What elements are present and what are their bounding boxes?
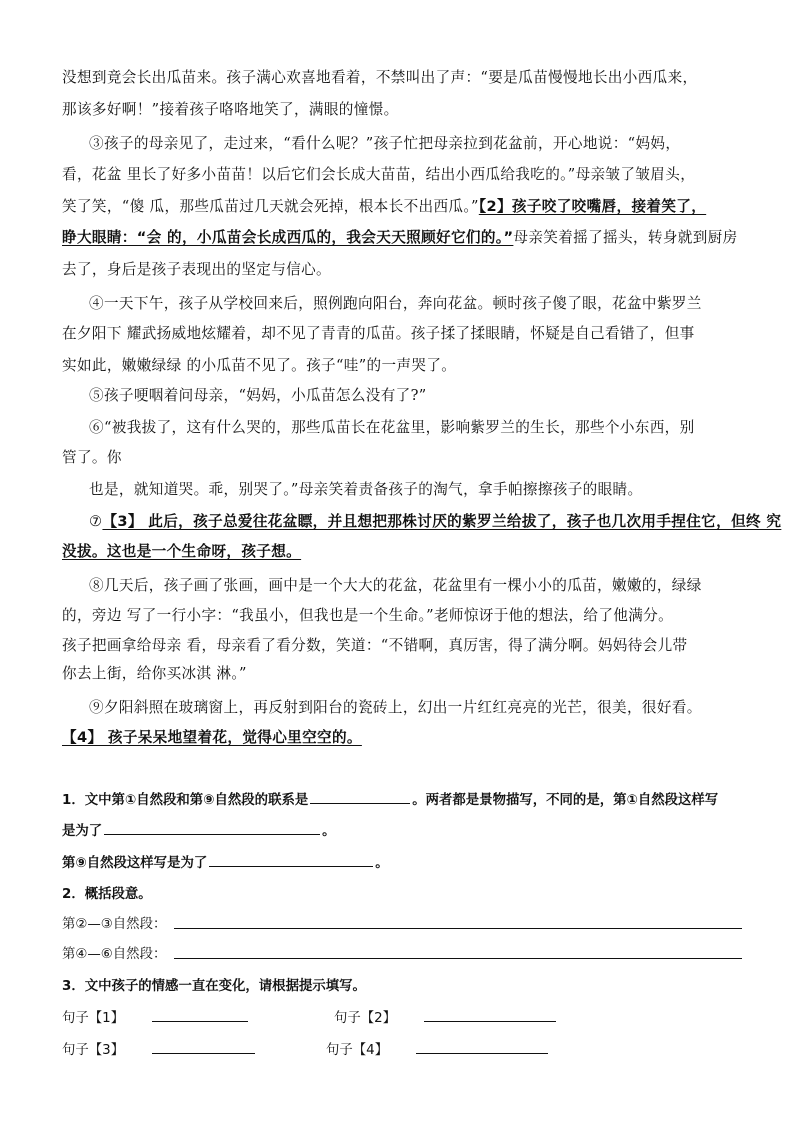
question-1-text-3: 是为了 — [62, 824, 103, 839]
passage-line: 管了。你 — [62, 449, 122, 466]
passage-line: 的，旁边 写了一行小字：“我虽小，但我也是一个生命。”老师惊讶于他的想法，给了他满分。 — [62, 607, 674, 624]
sentence-3-text: 没拔。这也是一个生命呀，孩子想。 — [62, 543, 302, 560]
passage-line: 没想到竟会长出瓜苗来。孩子满心欢喜地看着，不禁叫出了声：“要是瓜苗慢慢地长出小西瓜来， — [62, 69, 698, 86]
paragraph-9-line: ⑨夕阳斜照在玻璃窗上，再反射到阳台的瓷砖上，幻出一片红红亮亮的光芒，很美，很好看。 — [89, 699, 702, 716]
passage-line: 孩子把画拿给母亲 看，母亲看了看分数，笑道：“不错啊，真厉害，得了满分啊。妈妈待会儿带 — [62, 637, 688, 654]
answer-line-summary-2[interactable] — [174, 958, 742, 959]
sentence-4-text: 【4】 孩子呆呆地望着花，觉得心里空空的。 — [62, 729, 362, 746]
answer-line-sentence-1[interactable] — [152, 1021, 248, 1022]
paragraph-number: ⑦ — [89, 513, 103, 530]
question-1-text-2: 。两者都是景物描写，不同的是，第①自然段这样写 — [412, 793, 719, 808]
question-1-period-2: 。 — [375, 856, 389, 871]
question-1-line-2 — [62, 820, 336, 839]
question-2: 2．概括段意。 — [62, 887, 152, 902]
passage-line: 也是，就知道哭。乖，别哭了。”母亲笑着责备孩子的淘气，拿手帕擦擦孩子的眼睛。 — [89, 481, 643, 498]
sentence-2-text: 睁大眼睛：“会 的，小瓜苗会长成西瓜的，我会天天照顾好它们的。” — [62, 229, 514, 246]
paragraph-6-line: ⑥“被我拔了，这有什么哭的，那些瓜苗长在花盆里，影响紫罗兰的生长，那些个小东西，别 — [89, 419, 695, 436]
answer-blank-3[interactable] — [209, 852, 373, 867]
answer-blank-2[interactable] — [104, 820, 320, 835]
paragraph-8-line: ⑧几天后，孩子画了张画，画中是一个大大的花盆，花盆里有一棵小小的瓜苗，嫩嫩的，绿绿 — [89, 577, 702, 594]
passage-line: 去了，身后是孩子表现出的坚定与信心。 — [62, 261, 331, 278]
answer-line-sentence-3[interactable] — [152, 1053, 255, 1054]
paragraph-4-line: ④一天下午，孩子从学校回来后，照例跑向阳台，奔向花盆。顿时孩子傻了眼，花盆中紫罗兰 — [89, 295, 702, 312]
question-1-line-3 — [62, 852, 389, 871]
passage-text: 母亲笑着摇了摇头，转身就到厨房 — [513, 229, 738, 246]
question-1-text-4: 第⑨自然段这样写是为了 — [62, 856, 208, 871]
paragraph-5-line: ⑤孩子哽咽着问母亲，“妈妈，小瓜苗怎么没有了?” — [89, 387, 427, 404]
sentence-4-label: 句子【4】 — [326, 1043, 389, 1058]
passage-text: 笑了笑，“傻 瓜，那些瓜苗过几天就会死掉，根本长不出西瓜。” — [62, 198, 479, 215]
sentence-3-marker: 【3】 此后，孩子总爱往花盆瞟，并且想把那株讨厌的紫罗兰给拔了，孩子也几次用手捏住它，但终 究 — [102, 513, 782, 530]
passage-line: 你去上街，给你买冰淇 淋。” — [62, 665, 247, 682]
paragraph-summary-label-1: 第②—③自然段： — [62, 917, 167, 932]
sentence-2-label: 句子【2】 — [334, 1011, 397, 1026]
sentence-1-label: 句子【1】 — [62, 1011, 125, 1026]
sentence-3-label: 句子【3】 — [62, 1043, 125, 1058]
passage-line: 看，花盆 里长了好多小苗苗！以后它们会长成大苗苗，结出小西瓜给我吃的。”母亲皱了皱眉头， — [62, 166, 696, 183]
question-1-period: 。 — [322, 824, 336, 839]
passage-line — [62, 226, 738, 247]
passage-line: 那该多好啊！”接着孩子咯咯地笑了，满眼的憧憬。 — [62, 101, 399, 118]
answer-line-sentence-2[interactable] — [424, 1021, 556, 1022]
question-1 — [62, 789, 718, 808]
sentence-2-marker: 【2】孩子咬了咬嘴唇，接着笑了， — [478, 198, 707, 215]
paragraph-3-line: ③孩子的母亲见了，走过来，“看什么呢？”孩子忙把母亲拉到花盆前，开心地说：“妈妈， — [89, 135, 681, 152]
question-3: 3．文中孩子的情感一直在变化，请根据提示填写。 — [62, 979, 366, 994]
passage-line: 在夕阳下 耀武扬威地炫耀着，却不见了青青的瓜苗。孩子揉了揉眼睛，怀疑是自己看错了，但事 — [62, 325, 695, 342]
paragraph-7-line — [89, 510, 781, 531]
answer-line-summary-1[interactable] — [174, 928, 742, 929]
passage-line — [62, 195, 706, 216]
passage-line: 实如此，嫩嫩绿绿 的小瓜苗不见了。孩子“哇”的一声哭了。 — [62, 357, 457, 374]
answer-blank-1[interactable] — [310, 789, 410, 804]
paragraph-summary-label-2: 第④—⑥自然段： — [62, 947, 167, 962]
question-1-text: 1．文中第①自然段和第⑨自然段的联系是 — [62, 793, 309, 808]
answer-line-sentence-4[interactable] — [416, 1053, 548, 1054]
